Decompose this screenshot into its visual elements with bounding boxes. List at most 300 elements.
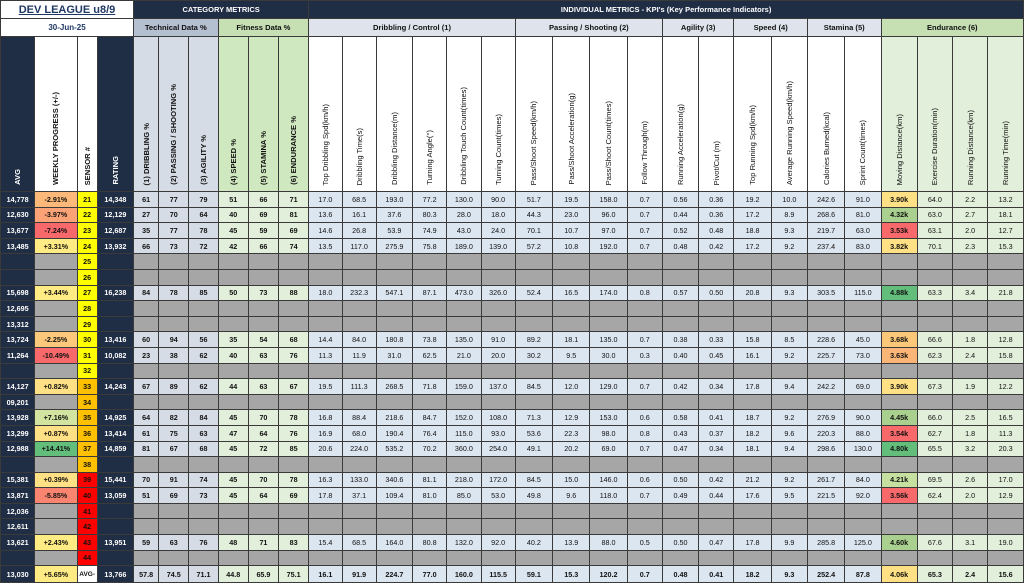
sensor-header: SENSOR # bbox=[77, 37, 97, 192]
endurance-cell: 66.0 bbox=[917, 410, 952, 426]
endurance-cell: 62.3 bbox=[917, 347, 952, 363]
sensor-cell: 26 bbox=[77, 269, 97, 285]
rating-cell: 15,441 bbox=[97, 472, 133, 488]
endurance-cell: 62.7 bbox=[917, 425, 952, 441]
kpi-cell: 0.34 bbox=[699, 379, 734, 395]
table-row[interactable] bbox=[1, 457, 1024, 473]
fitness-pct-cell: 71 bbox=[248, 535, 278, 551]
moving-distance-cell: 3.82k bbox=[881, 238, 917, 254]
table-row[interactable] bbox=[1, 347, 1024, 363]
endurance-cell: 21.8 bbox=[988, 285, 1024, 301]
kpi-cell bbox=[662, 394, 698, 410]
fitness-pct-cell: 45 bbox=[218, 223, 248, 239]
table-row[interactable] bbox=[1, 192, 1024, 208]
endurance-cell: 63.0 bbox=[917, 207, 952, 223]
kpi-cell bbox=[845, 363, 881, 379]
kpi-cell: 84.7 bbox=[413, 410, 447, 426]
tech-pct-cell: 56 bbox=[189, 332, 218, 348]
moving-distance-cell: 3.54k bbox=[881, 425, 917, 441]
kpi-cell: 0.3 bbox=[627, 347, 662, 363]
tech-pct-cell: 64 bbox=[133, 410, 158, 426]
kpi-cell bbox=[771, 519, 807, 535]
avg-cell: 13,299 bbox=[1, 425, 35, 441]
kpi-cell: 0.57 bbox=[662, 285, 698, 301]
kpi-cell: 174.0 bbox=[590, 285, 627, 301]
endurance-cell: 67.6 bbox=[917, 535, 952, 551]
endurance-cell bbox=[953, 254, 988, 270]
rating-cell: 16,238 bbox=[97, 285, 133, 301]
weekly-progress-cell bbox=[35, 316, 77, 332]
avg-cell: 15,698 bbox=[1, 285, 35, 301]
table-row[interactable] bbox=[1, 269, 1024, 285]
kpi-cell bbox=[515, 301, 552, 317]
footer-value-cell: 65.9 bbox=[248, 566, 278, 583]
footer-value-cell: 120.2 bbox=[590, 566, 627, 583]
endurance-cell bbox=[881, 363, 917, 379]
kpi-cell: 0.56 bbox=[662, 192, 698, 208]
kpi-cell: 52.4 bbox=[515, 285, 552, 301]
endurance-cell bbox=[881, 301, 917, 317]
rating-cell: 12,129 bbox=[97, 207, 133, 223]
kpi-cell: 16.8 bbox=[309, 410, 342, 426]
fitness-pct-cell bbox=[279, 394, 309, 410]
kpi-cell: 0.50 bbox=[699, 285, 734, 301]
kpi-cell bbox=[734, 550, 771, 566]
footer-value-cell: 71.1 bbox=[189, 566, 218, 583]
kpi-cell bbox=[734, 269, 771, 285]
kpi-cell: 0.7 bbox=[627, 332, 662, 348]
rating-cell: 13,416 bbox=[97, 332, 133, 348]
fitness-pct-cell: 45 bbox=[218, 410, 248, 426]
fitness-pct-cell: 45 bbox=[218, 488, 248, 504]
table-row[interactable] bbox=[1, 519, 1024, 535]
kpi-cell: 0.45 bbox=[699, 347, 734, 363]
kpi-cell: 228.6 bbox=[807, 332, 844, 348]
kpi-cell: 53.6 bbox=[515, 425, 552, 441]
avg-cell: 15,381 bbox=[1, 472, 35, 488]
endurance-cell bbox=[917, 503, 952, 519]
kpi-cell bbox=[771, 254, 807, 270]
group-header-3: Agility (3) bbox=[662, 19, 734, 37]
kpi-cell bbox=[627, 269, 662, 285]
tech-pct-cell bbox=[159, 519, 189, 535]
kpi-cell: 108.0 bbox=[481, 410, 515, 426]
tech-pct-cell: 62 bbox=[189, 347, 218, 363]
kpi-cell: 0.7 bbox=[627, 238, 662, 254]
kpi-cell: 17.2 bbox=[734, 207, 771, 223]
footer-value-cell: 160.0 bbox=[447, 566, 481, 583]
endurance-cell bbox=[953, 269, 988, 285]
rating-cell bbox=[97, 457, 133, 473]
weekly-progress-cell: -5.85% bbox=[35, 488, 77, 504]
fitness-col-header-3: (6) ENDURANCE % bbox=[279, 37, 309, 192]
kpi-cell bbox=[771, 363, 807, 379]
kpi-cell bbox=[309, 503, 342, 519]
kpi-cell bbox=[590, 301, 627, 317]
endurance-cell: 64.0 bbox=[917, 192, 952, 208]
kpi-cell: 0.44 bbox=[699, 488, 734, 504]
fitness-pct-cell: 35 bbox=[218, 332, 248, 348]
kpi-cell: 132.0 bbox=[447, 535, 481, 551]
kpi-cell bbox=[807, 316, 844, 332]
avg-cell bbox=[1, 269, 35, 285]
avg-cell: 13,312 bbox=[1, 316, 35, 332]
kpi-cell: 84.0 bbox=[342, 332, 376, 348]
kpi-cell: 115.0 bbox=[845, 285, 881, 301]
tech-pct-cell bbox=[159, 269, 189, 285]
moving-distance-cell: 4.80k bbox=[881, 441, 917, 457]
footer-value-cell: 74.5 bbox=[159, 566, 189, 583]
endurance-cell: 2.2 bbox=[953, 192, 988, 208]
tech-pct-cell bbox=[189, 269, 218, 285]
avg-cell: 14,127 bbox=[1, 379, 35, 395]
kpi-cell bbox=[590, 316, 627, 332]
kpi-cell: 9.6 bbox=[771, 425, 807, 441]
weekly-progress-cell: +3.31% bbox=[35, 238, 77, 254]
kpi-cell bbox=[771, 316, 807, 332]
kpi-cell bbox=[447, 269, 481, 285]
kpi-cell: 0.38 bbox=[662, 332, 698, 348]
kpi-cell bbox=[627, 254, 662, 270]
tech-pct-cell bbox=[133, 301, 158, 317]
fitness-pct-cell: 44 bbox=[218, 379, 248, 395]
moving-distance-cell: 4.21k bbox=[881, 472, 917, 488]
rating-cell bbox=[97, 363, 133, 379]
footer-value-cell: 18.2 bbox=[734, 566, 771, 583]
table-row[interactable] bbox=[1, 535, 1024, 551]
kpi-cell bbox=[553, 550, 590, 566]
kpi-cell bbox=[481, 550, 515, 566]
fitness-pct-cell bbox=[248, 457, 278, 473]
kpi-cell: 0.49 bbox=[662, 488, 698, 504]
kpi-cell bbox=[515, 550, 552, 566]
kpi-cell bbox=[376, 316, 412, 332]
kpi-col-header-18: Exercise Duration(min) bbox=[917, 37, 952, 192]
title-cell bbox=[1, 1, 134, 19]
kpi-cell: 224.0 bbox=[342, 441, 376, 457]
kpi-cell bbox=[807, 269, 844, 285]
kpi-cell bbox=[662, 301, 698, 317]
group-header-1: Dribbling / Control (1) bbox=[309, 19, 516, 37]
kpi-cell: 268.6 bbox=[807, 207, 844, 223]
kpi-cell bbox=[590, 269, 627, 285]
table-row[interactable] bbox=[1, 503, 1024, 519]
footer-value-cell: 2.4 bbox=[953, 566, 988, 583]
tech-pct-cell bbox=[133, 254, 158, 270]
kpi-cell: 0.47 bbox=[699, 535, 734, 551]
kpi-cell: 88.0 bbox=[590, 535, 627, 551]
table-row[interactable] bbox=[1, 223, 1024, 239]
kpi-cell: 98.0 bbox=[590, 425, 627, 441]
table-row[interactable] bbox=[1, 488, 1024, 504]
kpi-cell: 0.6 bbox=[627, 410, 662, 426]
kpi-cell bbox=[447, 457, 481, 473]
fitness-pct-cell bbox=[218, 363, 248, 379]
kpi-cell: 218.0 bbox=[447, 472, 481, 488]
endurance-cell bbox=[917, 301, 952, 317]
endurance-cell: 12.8 bbox=[988, 332, 1024, 348]
table-row[interactable] bbox=[1, 238, 1024, 254]
fitness-pct-cell: 81 bbox=[279, 207, 309, 223]
kpi-cell bbox=[413, 519, 447, 535]
avg-cell: 12,988 bbox=[1, 441, 35, 457]
kpi-cell bbox=[845, 394, 881, 410]
kpi-cell bbox=[699, 457, 734, 473]
kpi-cell bbox=[515, 269, 552, 285]
table-row[interactable] bbox=[1, 254, 1024, 270]
kpi-cell: 16.1 bbox=[342, 207, 376, 223]
table-row[interactable] bbox=[1, 332, 1024, 348]
kpi-cell: 30.0 bbox=[590, 347, 627, 363]
footer-value-cell: 4.06k bbox=[881, 566, 917, 583]
weekly-progress-cell: +14.41% bbox=[35, 441, 77, 457]
kpi-cell bbox=[771, 394, 807, 410]
tech-pct-cell: 79 bbox=[189, 192, 218, 208]
tech-pct-cell: 61 bbox=[133, 425, 158, 441]
tech-pct-cell bbox=[133, 503, 158, 519]
kpi-cell: 19.2 bbox=[734, 192, 771, 208]
rating-cell bbox=[97, 519, 133, 535]
kpi-cell bbox=[342, 316, 376, 332]
table-row[interactable] bbox=[1, 425, 1024, 441]
table-row[interactable] bbox=[1, 379, 1024, 395]
kpi-col-header-20: Running Time(min) bbox=[988, 37, 1024, 192]
endurance-cell bbox=[917, 254, 952, 270]
kpi-cell bbox=[309, 363, 342, 379]
tech-pct-cell: 70 bbox=[133, 472, 158, 488]
sensor-cell: 37 bbox=[77, 441, 97, 457]
table-row[interactable] bbox=[1, 316, 1024, 332]
sensor-cell: 22 bbox=[77, 207, 97, 223]
kpi-cell bbox=[376, 550, 412, 566]
table-row[interactable] bbox=[1, 207, 1024, 223]
kpi-cell bbox=[734, 457, 771, 473]
kpi-cell: 18.8 bbox=[734, 223, 771, 239]
fitness-pct-cell: 42 bbox=[218, 238, 248, 254]
kpi-cell: 20.8 bbox=[734, 285, 771, 301]
header-row-1 bbox=[1, 1, 1024, 19]
header-row-2 bbox=[1, 19, 1024, 37]
kpi-cell: 90.0 bbox=[481, 192, 515, 208]
kpi-cell: 17.8 bbox=[734, 535, 771, 551]
fitness-pct-cell bbox=[218, 457, 248, 473]
footer-value-cell: 0.7 bbox=[627, 566, 662, 583]
group-header-4: Speed (4) bbox=[734, 19, 808, 37]
kpi-cell: 164.0 bbox=[376, 535, 412, 551]
fitness-pct-cell: 64 bbox=[248, 425, 278, 441]
rating-cell bbox=[97, 254, 133, 270]
kpi-cell: 12.9 bbox=[553, 410, 590, 426]
kpi-cell: 92.0 bbox=[481, 535, 515, 551]
kpi-cell: 40.2 bbox=[515, 535, 552, 551]
kpi-cell bbox=[309, 394, 342, 410]
tech-pct-cell: 72 bbox=[189, 238, 218, 254]
endurance-cell: 63.3 bbox=[917, 285, 952, 301]
endurance-cell: 12.9 bbox=[988, 488, 1024, 504]
kpi-cell: 180.8 bbox=[376, 332, 412, 348]
tech-pct-cell bbox=[189, 503, 218, 519]
kpi-cell: 80.8 bbox=[413, 535, 447, 551]
kpi-cell bbox=[699, 519, 734, 535]
kpi-cell bbox=[590, 254, 627, 270]
kpi-cell bbox=[309, 519, 342, 535]
kpi-cell bbox=[413, 363, 447, 379]
sensor-cell: 41 bbox=[77, 503, 97, 519]
kpi-cell: 73.0 bbox=[845, 347, 881, 363]
avg-cell: 09,201 bbox=[1, 394, 35, 410]
kpi-cell: 69.0 bbox=[845, 379, 881, 395]
kpi-cell: 237.4 bbox=[807, 238, 844, 254]
kpi-cell: 0.33 bbox=[699, 332, 734, 348]
endurance-cell: 2.6 bbox=[953, 472, 988, 488]
fitness-pct-cell bbox=[279, 550, 309, 566]
fitness-pct-cell bbox=[248, 254, 278, 270]
kpi-cell: 14.6 bbox=[309, 223, 342, 239]
table-row[interactable] bbox=[1, 472, 1024, 488]
kpi-cell: 53.9 bbox=[376, 223, 412, 239]
tech-pct-cell: 78 bbox=[189, 223, 218, 239]
avg-cell: 13,928 bbox=[1, 410, 35, 426]
fitness-pct-cell bbox=[248, 316, 278, 332]
kpi-cell bbox=[807, 503, 844, 519]
table-row[interactable] bbox=[1, 550, 1024, 566]
endurance-cell bbox=[988, 316, 1024, 332]
kpi-cell: 21.2 bbox=[734, 472, 771, 488]
kpi-cell bbox=[515, 363, 552, 379]
kpi-cell bbox=[413, 550, 447, 566]
fitness-pct-cell bbox=[248, 394, 278, 410]
table-row[interactable] bbox=[1, 394, 1024, 410]
kpi-cell: 275.9 bbox=[376, 238, 412, 254]
kpi-cell: 0.7 bbox=[627, 223, 662, 239]
kpi-cell bbox=[376, 301, 412, 317]
kpi-cell bbox=[807, 301, 844, 317]
kpi-cell: 44.3 bbox=[515, 207, 552, 223]
kpi-cell: 28.0 bbox=[447, 207, 481, 223]
group-header-2: Passing / Shooting (2) bbox=[515, 19, 662, 37]
tech-pct-cell: 76 bbox=[189, 535, 218, 551]
sensor-cell: 34 bbox=[77, 394, 97, 410]
kpi-cell: 0.40 bbox=[662, 347, 698, 363]
footer-value-cell: 65.3 bbox=[917, 566, 952, 583]
fitness-pct-cell bbox=[248, 503, 278, 519]
kpi-cell: 20.2 bbox=[553, 441, 590, 457]
fitness-pct-cell: 76 bbox=[279, 425, 309, 441]
kpi-cell: 71.3 bbox=[515, 410, 552, 426]
kpi-cell: 12.0 bbox=[553, 379, 590, 395]
tech-pct-cell: 64 bbox=[189, 207, 218, 223]
tech-pct-cell bbox=[133, 269, 158, 285]
fitness-pct-cell: 68 bbox=[279, 332, 309, 348]
kpi-cell: 84.0 bbox=[845, 472, 881, 488]
endurance-cell: 62.4 bbox=[917, 488, 952, 504]
kpi-cell: 146.0 bbox=[590, 472, 627, 488]
avg-cell: 13,724 bbox=[1, 332, 35, 348]
fitness-pct-cell: 45 bbox=[218, 472, 248, 488]
rating-cell: 13,414 bbox=[97, 425, 133, 441]
kpi-cell bbox=[771, 301, 807, 317]
kpi-cell: 81.0 bbox=[845, 207, 881, 223]
kpi-cell: 53.0 bbox=[481, 488, 515, 504]
kpi-cell bbox=[515, 394, 552, 410]
tech-pct-cell: 69 bbox=[159, 488, 189, 504]
footer-value-cell: 115.5 bbox=[481, 566, 515, 583]
tech-pct-cell: 67 bbox=[159, 441, 189, 457]
technical-data-header: Technical Data % bbox=[133, 19, 218, 37]
kpi-cell: 0.42 bbox=[699, 472, 734, 488]
endurance-cell bbox=[881, 316, 917, 332]
endurance-cell: 11.3 bbox=[988, 425, 1024, 441]
kpi-cell bbox=[845, 550, 881, 566]
table-row[interactable] bbox=[1, 410, 1024, 426]
endurance-cell bbox=[881, 254, 917, 270]
kpi-cell bbox=[734, 503, 771, 519]
kpi-cell: 18.0 bbox=[481, 207, 515, 223]
kpi-cell: 11.9 bbox=[342, 347, 376, 363]
kpi-cell: 68.0 bbox=[342, 425, 376, 441]
kpi-cell: 225.7 bbox=[807, 347, 844, 363]
endurance-cell bbox=[988, 550, 1024, 566]
rating-cell: 12,687 bbox=[97, 223, 133, 239]
endurance-cell: 65.5 bbox=[917, 441, 952, 457]
tech-pct-cell: 62 bbox=[189, 379, 218, 395]
kpi-cell: 74.9 bbox=[413, 223, 447, 239]
table-row[interactable] bbox=[1, 363, 1024, 379]
kpi-cell bbox=[342, 363, 376, 379]
kpi-cell: 0.58 bbox=[662, 410, 698, 426]
kpi-cell: 26.8 bbox=[342, 223, 376, 239]
footer-value-cell: 15.3 bbox=[553, 566, 590, 583]
kpi-cell: 130.0 bbox=[447, 192, 481, 208]
kpi-col-header-9: Pass/Shoot Count(times) bbox=[590, 37, 627, 192]
kpi-cell: 97.0 bbox=[590, 223, 627, 239]
kpi-cell: 118.0 bbox=[590, 488, 627, 504]
kpi-cell: 192.0 bbox=[590, 238, 627, 254]
tech-pct-cell: 63 bbox=[189, 425, 218, 441]
kpi-cell: 43.0 bbox=[447, 223, 481, 239]
kpi-cell: 220.3 bbox=[807, 425, 844, 441]
endurance-cell bbox=[917, 519, 952, 535]
table-row[interactable] bbox=[1, 285, 1024, 301]
kpi-cell: 285.8 bbox=[807, 535, 844, 551]
kpi-cell: 9.5 bbox=[771, 488, 807, 504]
fitness-pct-cell bbox=[279, 363, 309, 379]
tech-pct-cell: 84 bbox=[133, 285, 158, 301]
kpi-cell: 535.2 bbox=[376, 441, 412, 457]
kpi-cell: 268.5 bbox=[376, 379, 412, 395]
kpi-cell bbox=[845, 269, 881, 285]
table-row[interactable] bbox=[1, 301, 1024, 317]
kpi-cell bbox=[553, 457, 590, 473]
kpi-cell: 125.0 bbox=[845, 535, 881, 551]
endurance-cell bbox=[881, 519, 917, 535]
kpi-cell: 51.7 bbox=[515, 192, 552, 208]
tech-col-header-3: (3) AGILITY % bbox=[189, 37, 218, 192]
weekly-progress-cell bbox=[35, 503, 77, 519]
tech-pct-cell bbox=[189, 457, 218, 473]
rating-cell bbox=[97, 550, 133, 566]
weekly-progress-cell bbox=[35, 254, 77, 270]
kpi-cell bbox=[342, 550, 376, 566]
kpi-cell: 18.1 bbox=[734, 441, 771, 457]
moving-distance-cell: 3.68k bbox=[881, 332, 917, 348]
endurance-cell bbox=[953, 457, 988, 473]
kpi-cell: 93.0 bbox=[481, 425, 515, 441]
kpi-cell: 172.0 bbox=[481, 472, 515, 488]
table-row[interactable] bbox=[1, 441, 1024, 457]
tech-pct-cell bbox=[189, 301, 218, 317]
kpi-cell bbox=[553, 363, 590, 379]
